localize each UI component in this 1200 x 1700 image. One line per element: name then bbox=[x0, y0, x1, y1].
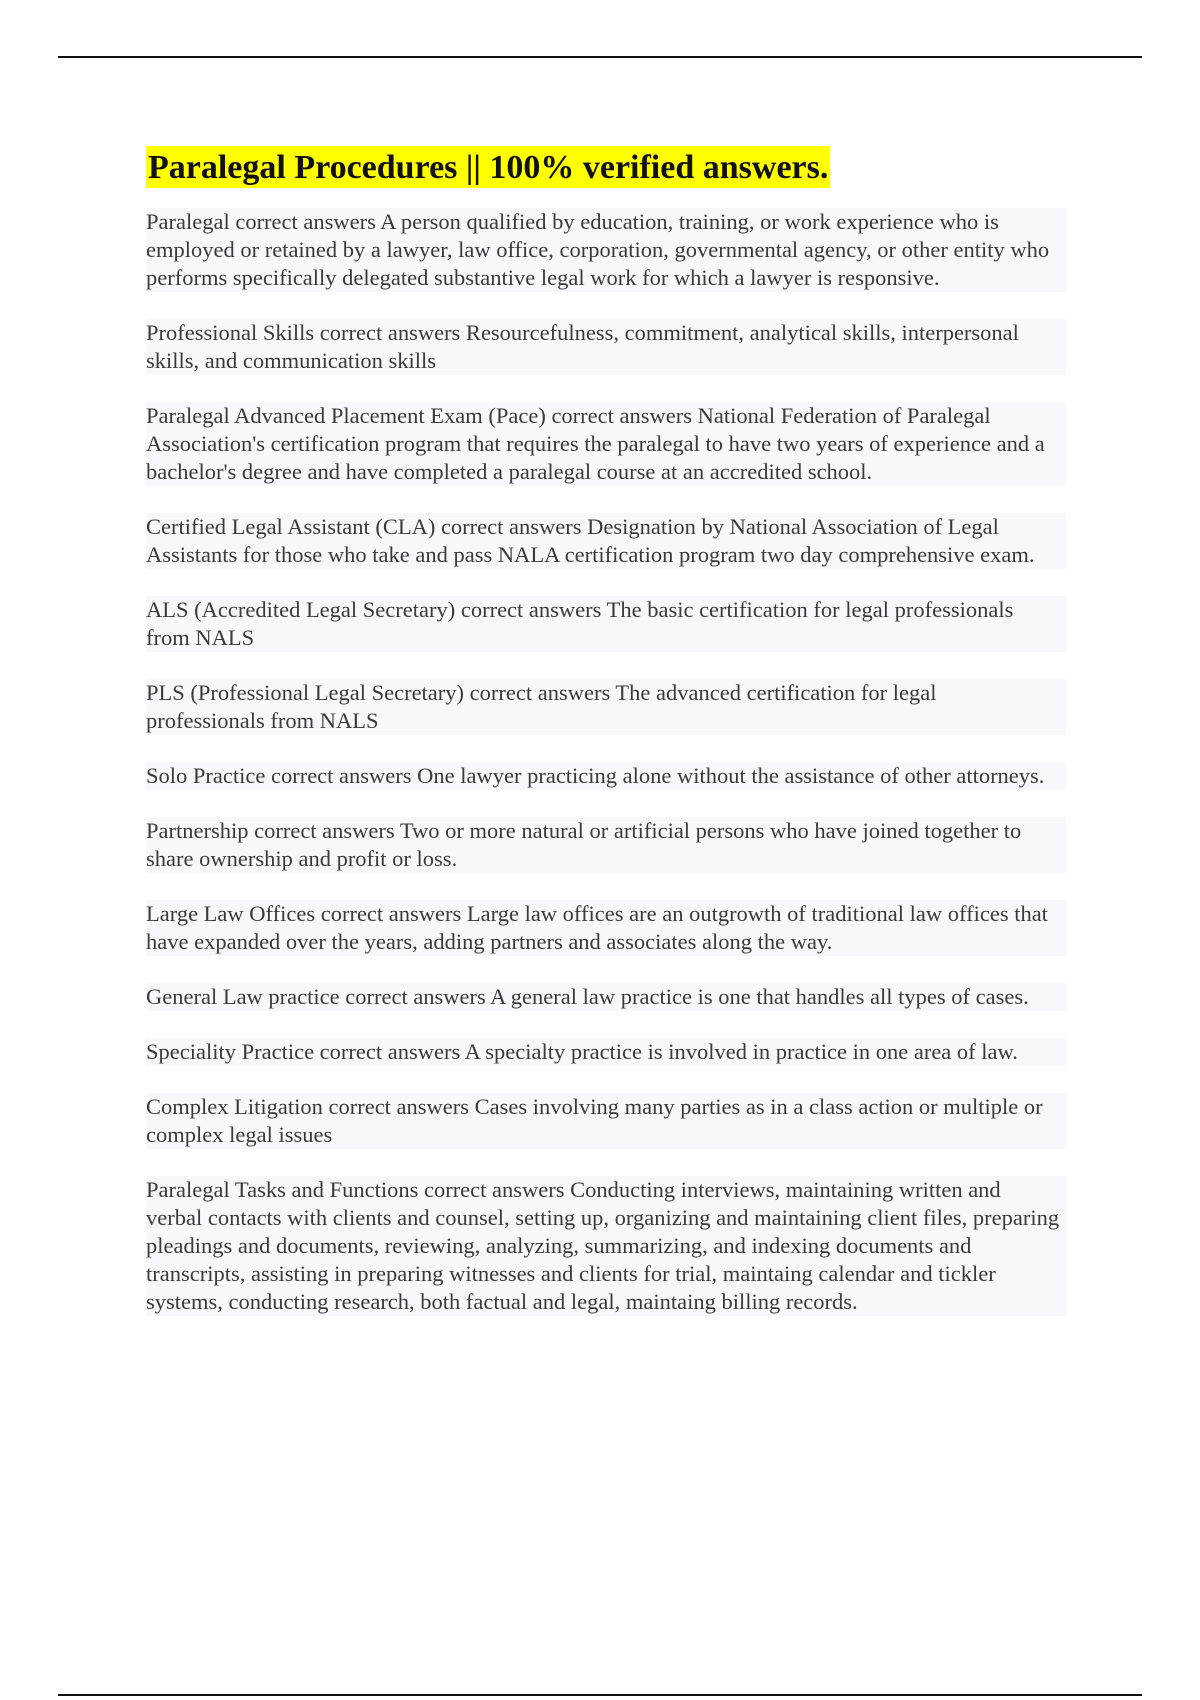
entry-paragraph: PLS (Professional Legal Secretary) correct answers The advanced certification for legal professionals from NALS bbox=[146, 679, 1066, 735]
entry-paragraph: Certified Legal Assistant (CLA) correct answers Designation by National Association of Legal Assistants for those who take and pass NALA certification program two day comprehensive exam. bbox=[146, 513, 1066, 569]
entry-paragraph: Large Law Offices correct answers Large law offices are an outgrowth of traditional law offices that have expanded over the years, adding partners and associates along the way. bbox=[146, 900, 1066, 956]
entry-paragraph: Speciality Practice correct answers A specialty practice is involved in practice in one area of law. bbox=[146, 1038, 1066, 1066]
footer-rule bbox=[58, 1694, 1142, 1696]
entry-paragraph: Partnership correct answers Two or more natural or artificial persons who have joined together to share ownership and profit or loss. bbox=[146, 817, 1066, 873]
entry-list bbox=[146, 208, 1066, 1316]
entry-paragraph: Paralegal Advanced Placement Exam (Pace) correct answers National Federation of Paralegal Association's certification program that requires the paralegal to have two years of experience and a bachelor's degree and have completed a paralegal course at an accredited school. bbox=[146, 402, 1066, 486]
entry-paragraph: Professional Skills correct answers Resourcefulness, commitment, analytical skills, interpersonal skills, and communication skills bbox=[146, 319, 1066, 375]
entry-paragraph: Paralegal Tasks and Functions correct answers Conducting interviews, maintaining written and verbal contacts with clients and counsel, setting up, organizing and maintaining client files, preparing pleadings and documents, reviewing, analyzing, summarizing, and indexing documents and transcripts, assisting in preparing witnesses and clients for trial, maintaing calendar and tickler systems, conducting research, both factual and legal, maintaing billing records. bbox=[146, 1176, 1066, 1316]
entry-paragraph: ALS (Accredited Legal Secretary) correct answers The basic certification for legal professionals from NALS bbox=[146, 596, 1066, 652]
entry-paragraph: Paralegal correct answers A person qualified by education, training, or work experience who is employed or retained by a lawyer, law office, corporation, governmental agency, or other entity who performs specifically delegated substantive legal work for which a lawyer is responsive. bbox=[146, 208, 1066, 292]
document-page bbox=[146, 146, 1066, 1343]
document-title: Paralegal Procedures || 100% verified answers. bbox=[146, 146, 830, 188]
entry-paragraph: General Law practice correct answers A general law practice is one that handles all types of cases. bbox=[146, 983, 1066, 1011]
entry-paragraph: Solo Practice correct answers One lawyer practicing alone without the assistance of other attorneys. bbox=[146, 762, 1066, 790]
header-rule bbox=[58, 56, 1142, 58]
entry-paragraph: Complex Litigation correct answers Cases involving many parties as in a class action or multiple or complex legal issues bbox=[146, 1093, 1066, 1149]
